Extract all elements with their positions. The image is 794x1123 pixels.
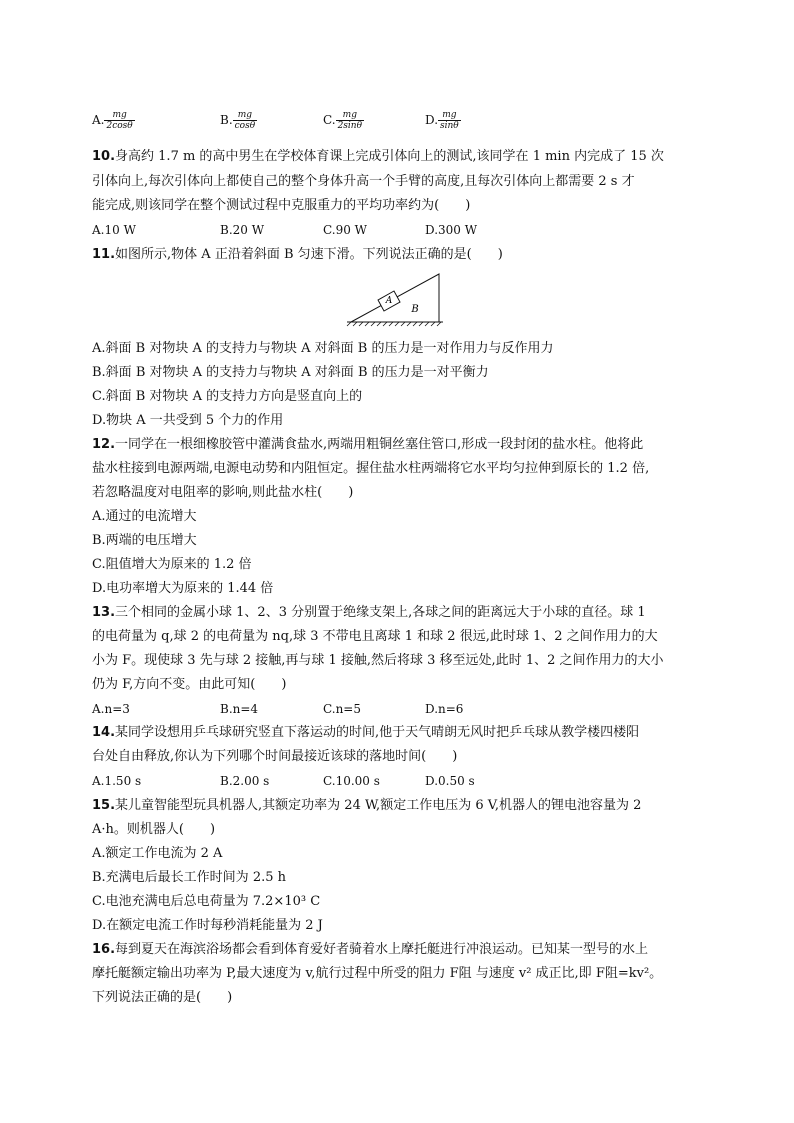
fraction	[104, 110, 134, 131]
question-number: 14.	[92, 725, 116, 740]
q11-option-b: B.斜面 B 对物块 A 的支持力与物块 A 对斜面 B 的压力是一对平衡力	[92, 365, 489, 380]
q13-line-4: 仍为 F,方向不变。由此可知( )	[92, 677, 287, 692]
q15-option-a: A.额定工作电流为 2 A	[92, 846, 223, 861]
q14-option-a: A.1.50 s	[92, 774, 142, 788]
question-text: 一同学在一根细橡胶管中灌满食盐水,两端用粗铜丝塞住管口,形成一段封闭的盐水柱。他将此	[115, 437, 644, 452]
fraction-denominator: 2cosθ	[106, 121, 133, 131]
fraction	[438, 110, 461, 131]
question-number: 11.	[92, 247, 116, 262]
q10-option-d: D.300 W	[425, 223, 478, 237]
question-number: 13.	[92, 605, 116, 620]
q10-line-1	[92, 148, 664, 166]
q13-option-c: C.n=5	[323, 702, 361, 716]
question-number: 12.	[92, 437, 116, 452]
q14-line-2: 台处自由释放,你认为下列哪个时间最接近该球的落地时间( )	[92, 749, 458, 764]
q16-line-2: 摩托艇额定输出功率为 P,最大速度为 v,航行过程中所受的阻力 F阻 与速度 v² 成正比,即 F阻=kv²。	[92, 966, 663, 981]
question-text: 身高约 1.7 m 的高中男生在学校体育课上完成引体向上的测试,该同学在 1 min 内完成了 15 次	[115, 149, 664, 164]
q15-line-2: A·h。则机器人( )	[92, 822, 216, 837]
q15-line-1	[92, 797, 641, 815]
option-label: A.	[92, 113, 105, 127]
label-a: A	[385, 296, 393, 306]
q10-line-2: 引体向上,每次引体向上都使自己的整个身体升高一个手臂的高度,且每次引体向上都需要 2 s 才	[92, 174, 635, 189]
incline-diagram	[345, 272, 445, 330]
fraction-denominator: sinθ	[440, 121, 459, 131]
q11-stem	[92, 246, 503, 264]
q13-option-b: B.n=4	[220, 702, 259, 716]
question-number: 15.	[92, 798, 116, 813]
q13-option-a: A.n=3	[92, 702, 130, 716]
label-b: B	[411, 304, 419, 315]
q15-option-b: B.充满电后最长工作时间为 2.5 h	[92, 870, 286, 885]
question-text: 某同学设想用乒乓球研究竖直下落运动的时间,他于天气晴朗无风时把乒乓球从教学楼四楼阳	[115, 725, 640, 740]
q9-option-d	[425, 110, 461, 131]
q12-line-3: 若忽略温度对电阻率的影响,则此盐水柱( )	[92, 485, 354, 500]
q12-option-b: B.两端的电压增大	[92, 533, 197, 548]
fraction-numerator: mg	[104, 110, 134, 121]
fraction-numerator: mg	[233, 110, 258, 121]
incline-figure	[345, 272, 445, 334]
q15-option-c: C.电池充满电后总电荷量为 7.2×10³ C	[92, 894, 321, 909]
fraction-denominator: 2sinθ	[337, 121, 363, 131]
q9-option-c	[323, 110, 364, 131]
q13-option-d: D.n=6	[425, 702, 464, 716]
q12-option-d: D.电功率增大为原来的 1.44 倍	[92, 581, 274, 596]
option-label: C.	[323, 113, 336, 127]
question-text: 三个相同的金属小球 1、2、3 分别置于绝缘支架上,各球之间的距离远大于小球的直径。球 1	[115, 605, 646, 620]
q11-option-a: A.斜面 B 对物块 A 的支持力与物块 A 对斜面 B 的压力是一对作用力与反作用力	[92, 341, 554, 356]
q10-line-3: 能完成,则该同学在整个测试过程中克服重力的平均功率约为( )	[92, 198, 471, 213]
option-label: B.	[220, 113, 233, 127]
q11-option-d: D.物块 A 一共受到 5 个力的作用	[92, 413, 284, 428]
q14-option-c: C.10.00 s	[323, 774, 380, 788]
q9-option-a	[92, 110, 135, 131]
question-number: 10.	[92, 149, 116, 164]
q10-option-c: C.90 W	[323, 223, 367, 237]
q14-option-d: D.0.50 s	[425, 774, 475, 788]
option-label: D.	[425, 113, 439, 127]
question-text: 每到夏天在海滨浴场都会看到体育爱好者骑着水上摩托艇进行冲浪运动。已知某一型号的水上	[115, 942, 649, 957]
q13-line-3: 小为 F。现使球 3 先与球 2 接触,再与球 1 接触,然后将球 3 移至远处,此时 1、2 之间作用力的大小	[92, 653, 664, 668]
fraction-numerator: mg	[336, 110, 364, 121]
question-text: 某儿童智能型玩具机器人,其额定功率为 24 W,额定工作电压为 6 V,机器人的锂电池容量为 2	[115, 798, 642, 813]
q14-line-1	[92, 724, 639, 742]
q13-line-2: 的电荷量为 q,球 2 的电荷量为 nq,球 3 不带电且离球 1 和球 2 很远,此时球 1、2 之间作用力的大	[92, 629, 658, 644]
q10-option-b: B.20 W	[220, 223, 265, 237]
q10-option-a: A.10 W	[92, 223, 136, 237]
q12-option-c: C.阻值增大为原来的 1.2 倍	[92, 557, 252, 572]
q16-line-1	[92, 941, 648, 959]
q12-line-1	[92, 436, 643, 454]
question-number: 16.	[92, 942, 116, 957]
question-text: 如图所示,物体 A 正沿着斜面 B 匀速下滑。下列说法正确的是( )	[115, 247, 503, 262]
q12-line-2: 盐水柱接到电源两端,电源电动势和内阻恒定。握住盐水柱两端将它水平均匀拉伸到原长的 1.2 倍,	[92, 461, 650, 476]
q14-option-b: B.2.00 s	[220, 774, 270, 788]
fraction-numerator: mg	[438, 110, 461, 121]
q16-line-3: 下列说法正确的是( )	[92, 990, 233, 1005]
fraction	[233, 110, 258, 131]
ground-hatching	[347, 322, 441, 326]
q11-option-c: C.斜面 B 对物块 A 的支持力方向是竖直向上的	[92, 389, 363, 404]
q15-option-d: D.在额定电流工作时每秒消耗能量为 2 J	[92, 918, 323, 933]
fraction-denominator: cosθ	[234, 121, 256, 131]
fraction	[336, 110, 364, 131]
q9-option-b	[220, 110, 257, 131]
q12-option-a: A.通过的电流增大	[92, 509, 197, 524]
q13-line-1	[92, 604, 646, 622]
